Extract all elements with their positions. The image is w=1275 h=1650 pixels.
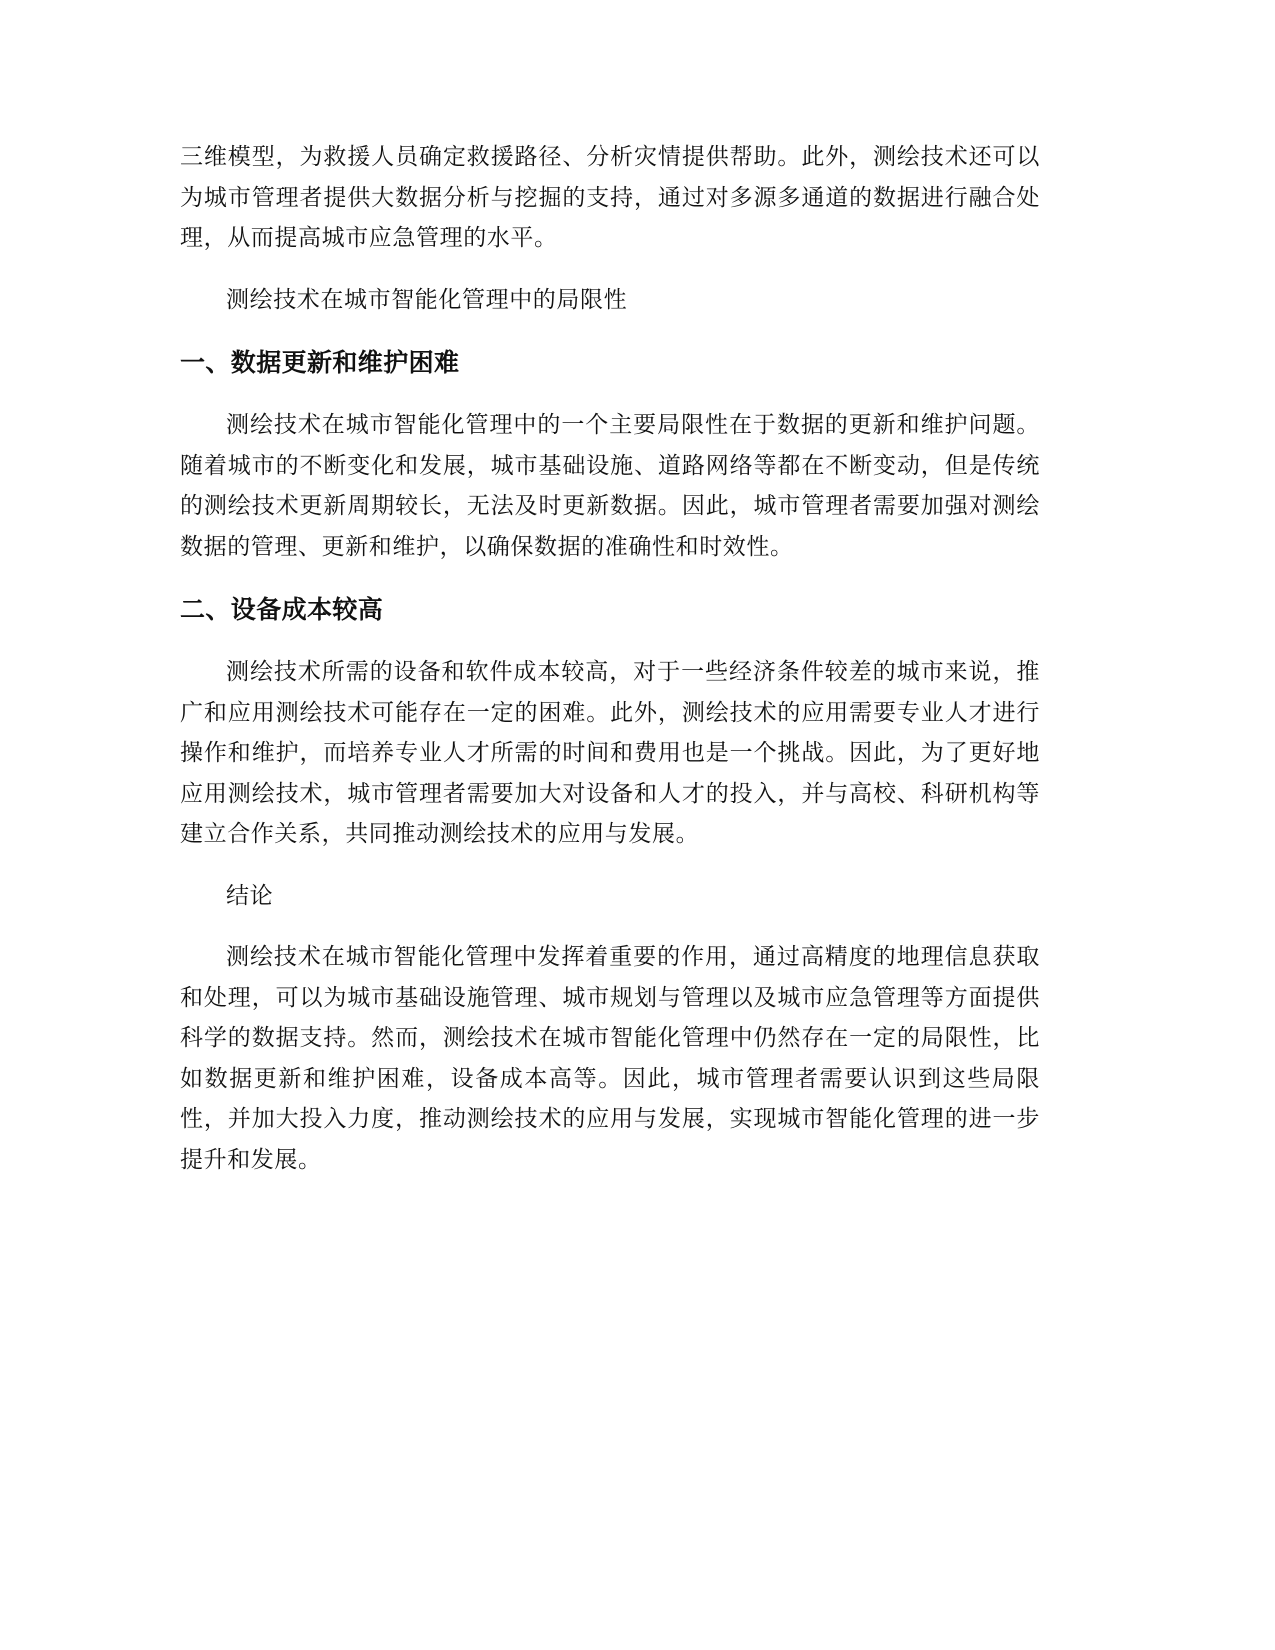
conclusion-body: 测绘技术在城市智能化管理中发挥着重要的作用，通过高精度的地理信息获取和处理，可以为城市基础设施管理、城市规划与管理以及城市应急管理等方面提供科学的数据支持。然而，测绘技术在城市智能化管理中仍然存在一定的局限性，比如数据更新和维护困难，设备成本高等。因此，城市管理者需要认识到这些局限性，并加大投入力度，推动测绘技术的应用与发展，实现城市智能化管理的进一步提升和发展。 — [180, 944, 1040, 1173]
spacer — [180, 855, 1040, 876]
spacer — [180, 630, 1040, 652]
intro-paragraph: 三维模型，为救援人员确定救援路径、分析灾情提供帮助。此外，测绘技术还可以为城市管理者提供大数据分析与挖掘的支持，通过对多源多通道的数据进行融合处理，从而提高城市应急管理的水平。 — [180, 144, 1040, 251]
section1-heading: 一、数据更新和维护困难 — [180, 348, 460, 377]
section2-heading: 二、设备成本较高 — [180, 595, 384, 624]
section1-body: 测绘技术在城市智能化管理中的一个主要局限性在于数据的更新和维护问题。随着城市的不断变化和发展，城市基础设施、道路网络等都在不断变动，但是传统的测绘技术更新周期较长，无法及时更新数据。因此，城市管理者需要加强对测绘数据的管理、更新和维护，以确保数据的准确性和时效性。 — [180, 412, 1040, 560]
spacer — [180, 320, 1040, 343]
conclusion-title: 结论 — [226, 882, 274, 909]
spacer — [180, 383, 1040, 405]
section2-body: 测绘技术所需的设备和软件成本较高，对于一些经济条件较差的城市来说，推广和应用测绘技术可能存在一定的困难。此外，测绘技术的应用需要专业人才进行操作和维护，而培养专业人才所需的时间和费用也是一个挑战。因此，为了更好地应用测绘技术，城市管理者需要加大对设备和人才的投入，并与高校、科研机构等建立合作关系，共同推动测绘技术的应用与发展。 — [180, 659, 1040, 847]
spacer — [180, 916, 1040, 937]
spacer — [180, 259, 1040, 280]
spacer — [180, 567, 1040, 590]
limitations-title: 测绘技术在城市智能化管理中的局限性 — [226, 286, 628, 313]
document-page — [180, 137, 1040, 1180]
